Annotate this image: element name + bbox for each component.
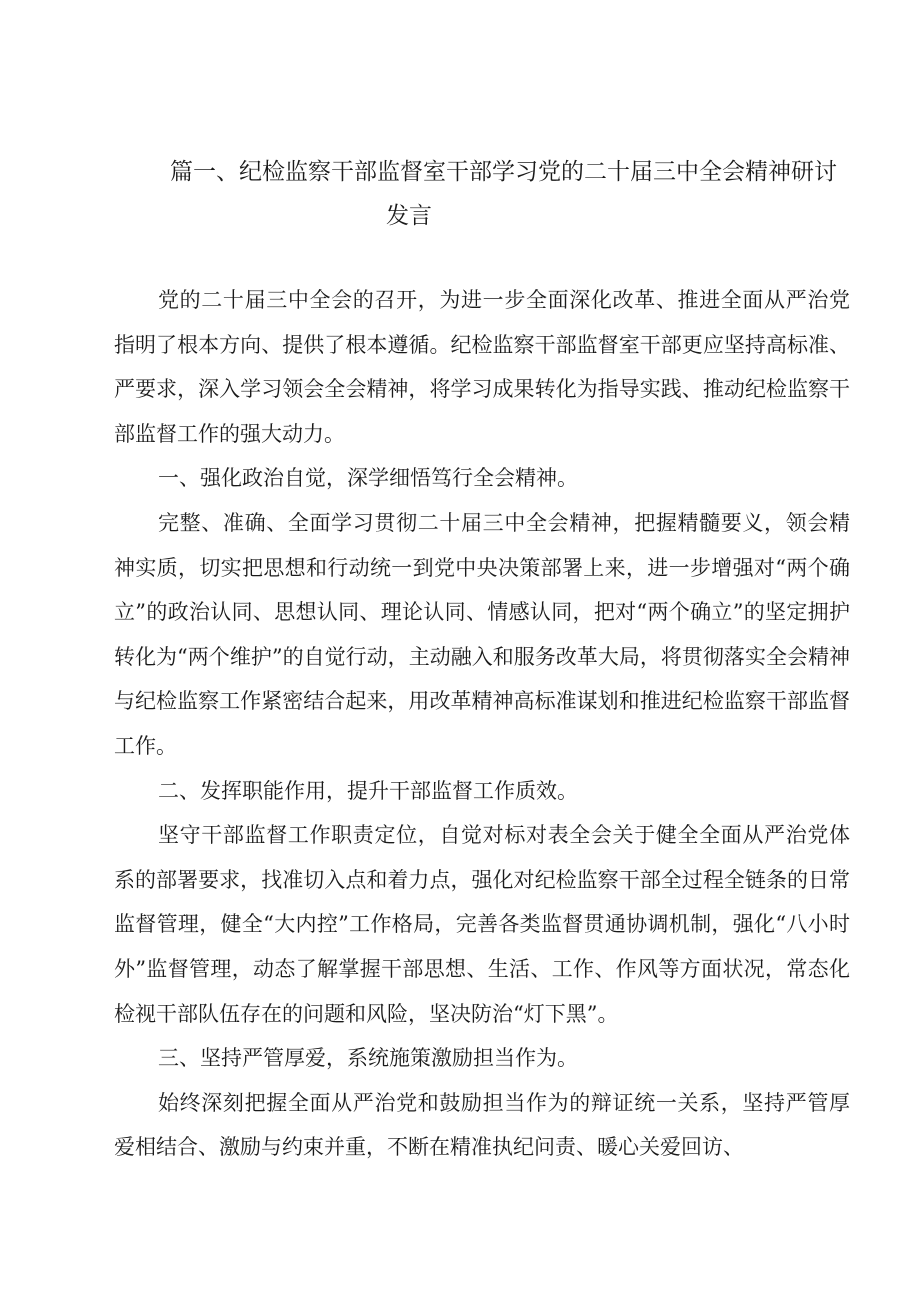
section-paragraph-3: 始终深刻把握全面从严治党和鼓励担当作为的辩证统一关系，坚持严管厚爱相结合、激励与约束并重，不断在精准执纪问责、暖心关爱回访、 xyxy=(114,1090,850,1160)
intro-paragraph: 党的二十届三中全会的召开，为进一步全面深化改革、推进全面从严治党指明了根本方向、提供了根本遵循。纪检监察干部监督室干部更应坚持高标准、严要求，深入学习领会全会精神，将学习成果转化为指导实践、推动纪检监察干部监督工作的强大动力。 xyxy=(114,288,850,446)
section-heading-1: 一、强化政治自觉，深学细悟笃行全会精神。 xyxy=(158,466,578,491)
title-line-2: 发言 xyxy=(386,203,432,229)
section-paragraph-2: 坚守干部监督工作职责定位，自觉对标对表全会关于健全全面从严治党体系的部署要求，找准切入点和着力点，强化对纪检监察干部全过程全链条的日常监督管理，健全“大内控”工作格局，完善各类监督贯通协调机制，强化“八小时外”监督管理，动态了解掌握干部思想、生活、工作、作风等方面状况，常态化检视干部队伍存在的问题和风险，坚决防治“灯下黑”。 xyxy=(114,823,850,1026)
section-heading-2: 二、发挥职能作用，提升干部监督工作质效。 xyxy=(158,778,578,803)
section-heading-3: 三、坚持严管厚爱，系统施策激励担当作为。 xyxy=(158,1046,578,1071)
document-body xyxy=(114,278,850,1170)
title-line-1: 篇一、纪检监察干部监督室干部学习党的二十届三中全会精神研讨 xyxy=(170,159,837,185)
section-paragraph-1: 完整、准确、全面学习贯彻二十届三中全会精神，把握精髓要义，领会精神实质，切实把思想和行动统一到党中央决策部署上来，进一步增强对“两个确立”的政治认同、思想认同、理论认同、情感认同，把对“两个确立”的坚定拥护转化为“两个维护”的自觉行动，主动融入和服务改革大局，将贯彻落实全会精神与纪检监察工作紧密结合起来，用改革精神高标准谋划和推进纪检监察干部监督工作。 xyxy=(114,510,850,758)
document-title xyxy=(170,150,860,238)
